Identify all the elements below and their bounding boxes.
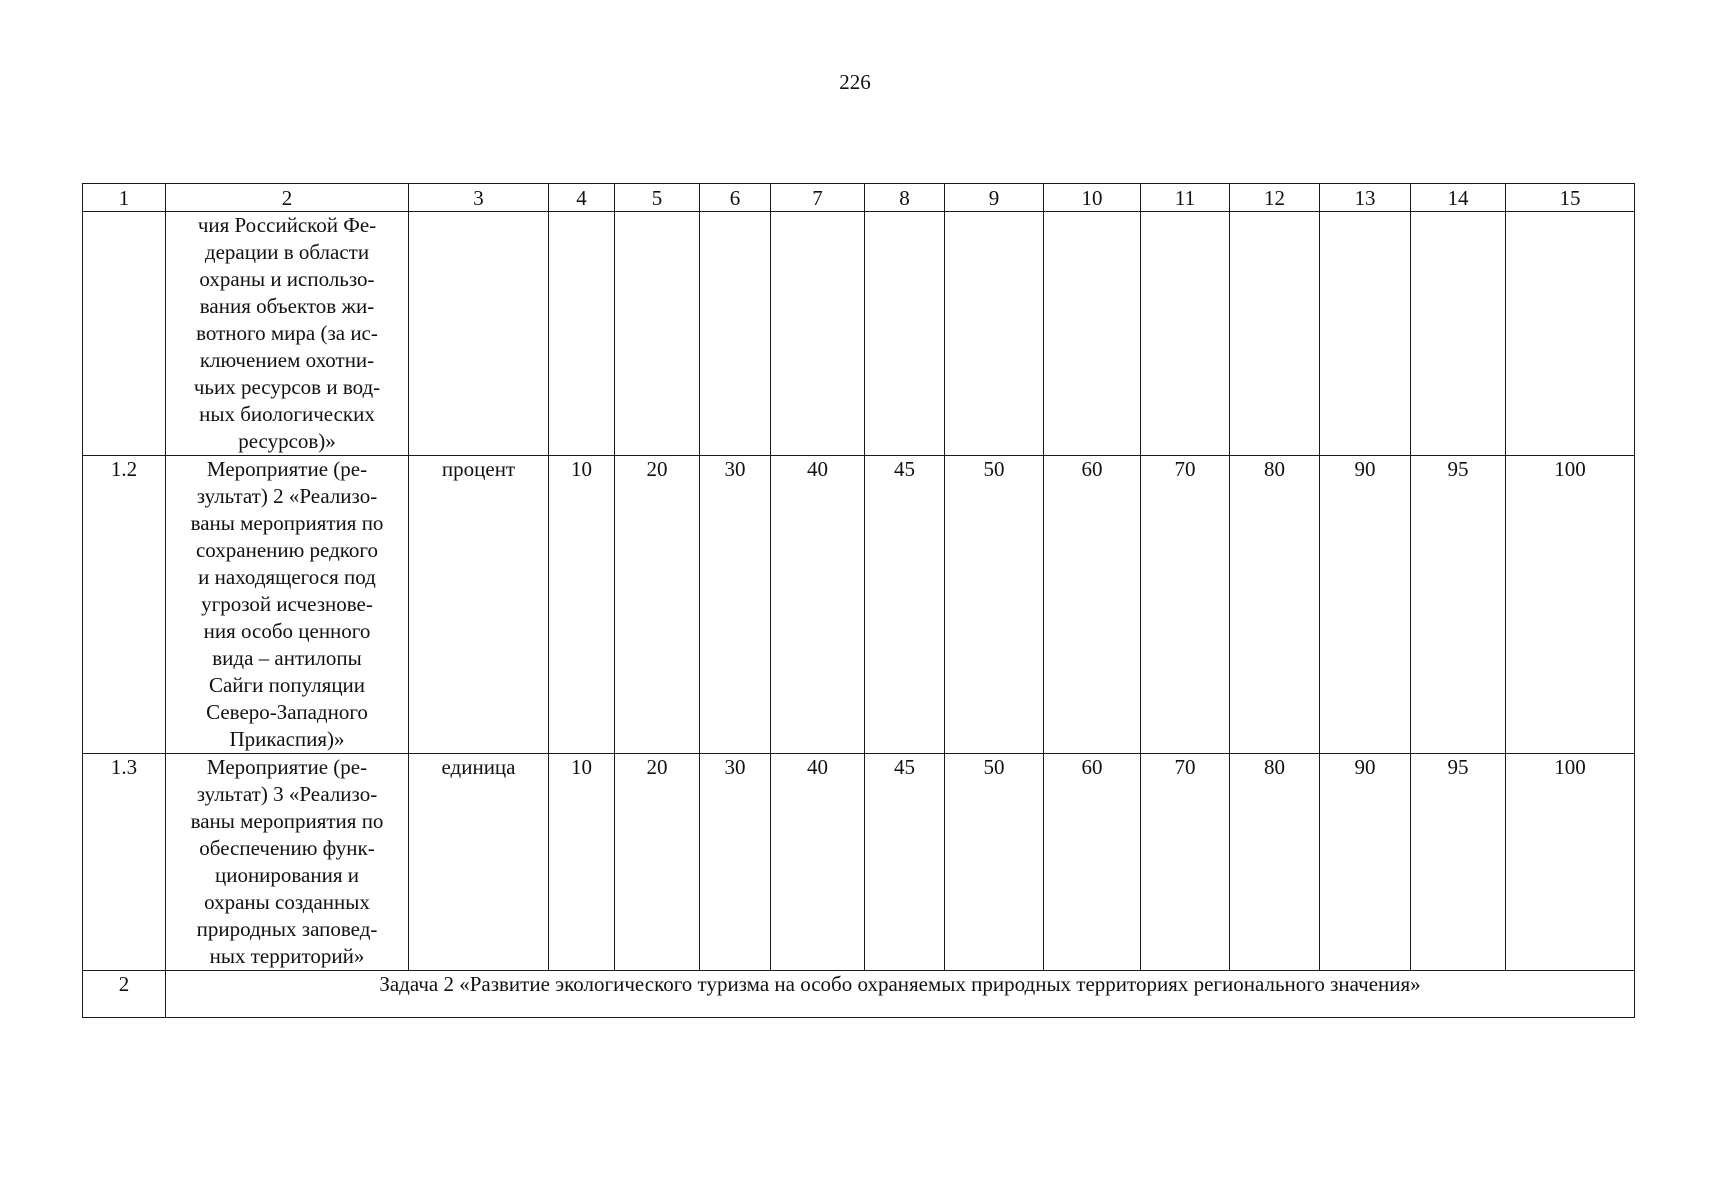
column-header: 10: [1044, 184, 1141, 212]
unit-cell: [409, 212, 549, 456]
value-cell: [865, 212, 945, 456]
value-cell: 40: [771, 754, 865, 971]
table-row-task-2: [83, 971, 1635, 1018]
task-title-cell: Задача 2 «Развитие экологического туризма на особо охраняемых природных территориях регионального значения»: [166, 971, 1635, 1018]
row-number-cell: [83, 212, 166, 456]
unit-cell: единица: [409, 754, 549, 971]
value-cell: 50: [945, 456, 1044, 754]
value-cell: [1320, 212, 1411, 456]
value-cell: 45: [865, 754, 945, 971]
value-cell: 60: [1044, 456, 1141, 754]
unit-cell: процент: [409, 456, 549, 754]
value-cell: [615, 212, 700, 456]
indicator-name-cell: Мероприятие (ре- зультат) 2 «Реализо- ваны мероприятия по сохранению редкого и находящегося под угрозой исчезнове- ния особо ценного вида – антилопы Сайги популяции Северо-Западного Прикаспия)»: [166, 456, 409, 754]
column-header: 2: [166, 184, 409, 212]
column-header: 8: [865, 184, 945, 212]
column-header: 4: [549, 184, 615, 212]
row-number-cell: 2: [83, 971, 166, 1018]
value-cell: 100: [1506, 754, 1635, 971]
row-number-cell: 1.2: [83, 456, 166, 754]
value-cell: 50: [945, 754, 1044, 971]
indicator-name-cell: Мероприятие (ре- зультат) 3 «Реализо- ваны мероприятия по обеспечению функ- ционирования и охраны созданных природных заповед- ных территорий»: [166, 754, 409, 971]
value-cell: 60: [1044, 754, 1141, 971]
value-cell: 90: [1320, 456, 1411, 754]
table-row-1-3: [83, 754, 1635, 971]
value-cell: 80: [1230, 456, 1320, 754]
column-header: 7: [771, 184, 865, 212]
indicators-table: [82, 183, 1635, 1018]
column-header: 11: [1141, 184, 1230, 212]
value-cell: [1506, 212, 1635, 456]
value-cell: 70: [1141, 754, 1230, 971]
value-cell: 20: [615, 754, 700, 971]
row-number-cell: 1.3: [83, 754, 166, 971]
column-header: 12: [1230, 184, 1320, 212]
value-cell: 10: [549, 456, 615, 754]
value-cell: 20: [615, 456, 700, 754]
column-header: 9: [945, 184, 1044, 212]
value-cell: [1230, 212, 1320, 456]
value-cell: 95: [1411, 456, 1506, 754]
value-cell: 30: [700, 456, 771, 754]
table-row-1-2: [83, 456, 1635, 754]
page-number: 226: [839, 70, 871, 94]
column-header: 14: [1411, 184, 1506, 212]
value-cell: 45: [865, 456, 945, 754]
value-cell: 10: [549, 754, 615, 971]
value-cell: 90: [1320, 754, 1411, 971]
column-header: 13: [1320, 184, 1411, 212]
column-header: 6: [700, 184, 771, 212]
value-cell: [549, 212, 615, 456]
value-cell: 30: [700, 754, 771, 971]
column-number-header-row: [83, 184, 1635, 212]
indicator-name-cell: чия Российской Фе- дерации в области охраны и использо- вания объектов жи- вотного мира (за ис- ключением охотни- чьих ресурсов и вод- ных биологических ресурсов)»: [166, 212, 409, 456]
value-cell: 80: [1230, 754, 1320, 971]
value-cell: [1044, 212, 1141, 456]
value-cell: 40: [771, 456, 865, 754]
value-cell: 70: [1141, 456, 1230, 754]
value-cell: [1411, 212, 1506, 456]
column-header: 3: [409, 184, 549, 212]
column-header: 15: [1506, 184, 1635, 212]
value-cell: 100: [1506, 456, 1635, 754]
column-header: 5: [615, 184, 700, 212]
value-cell: 95: [1411, 754, 1506, 971]
table-row-continuation: [83, 212, 1635, 456]
value-cell: [771, 212, 865, 456]
column-header: 1: [83, 184, 166, 212]
value-cell: [1141, 212, 1230, 456]
value-cell: [700, 212, 771, 456]
value-cell: [945, 212, 1044, 456]
